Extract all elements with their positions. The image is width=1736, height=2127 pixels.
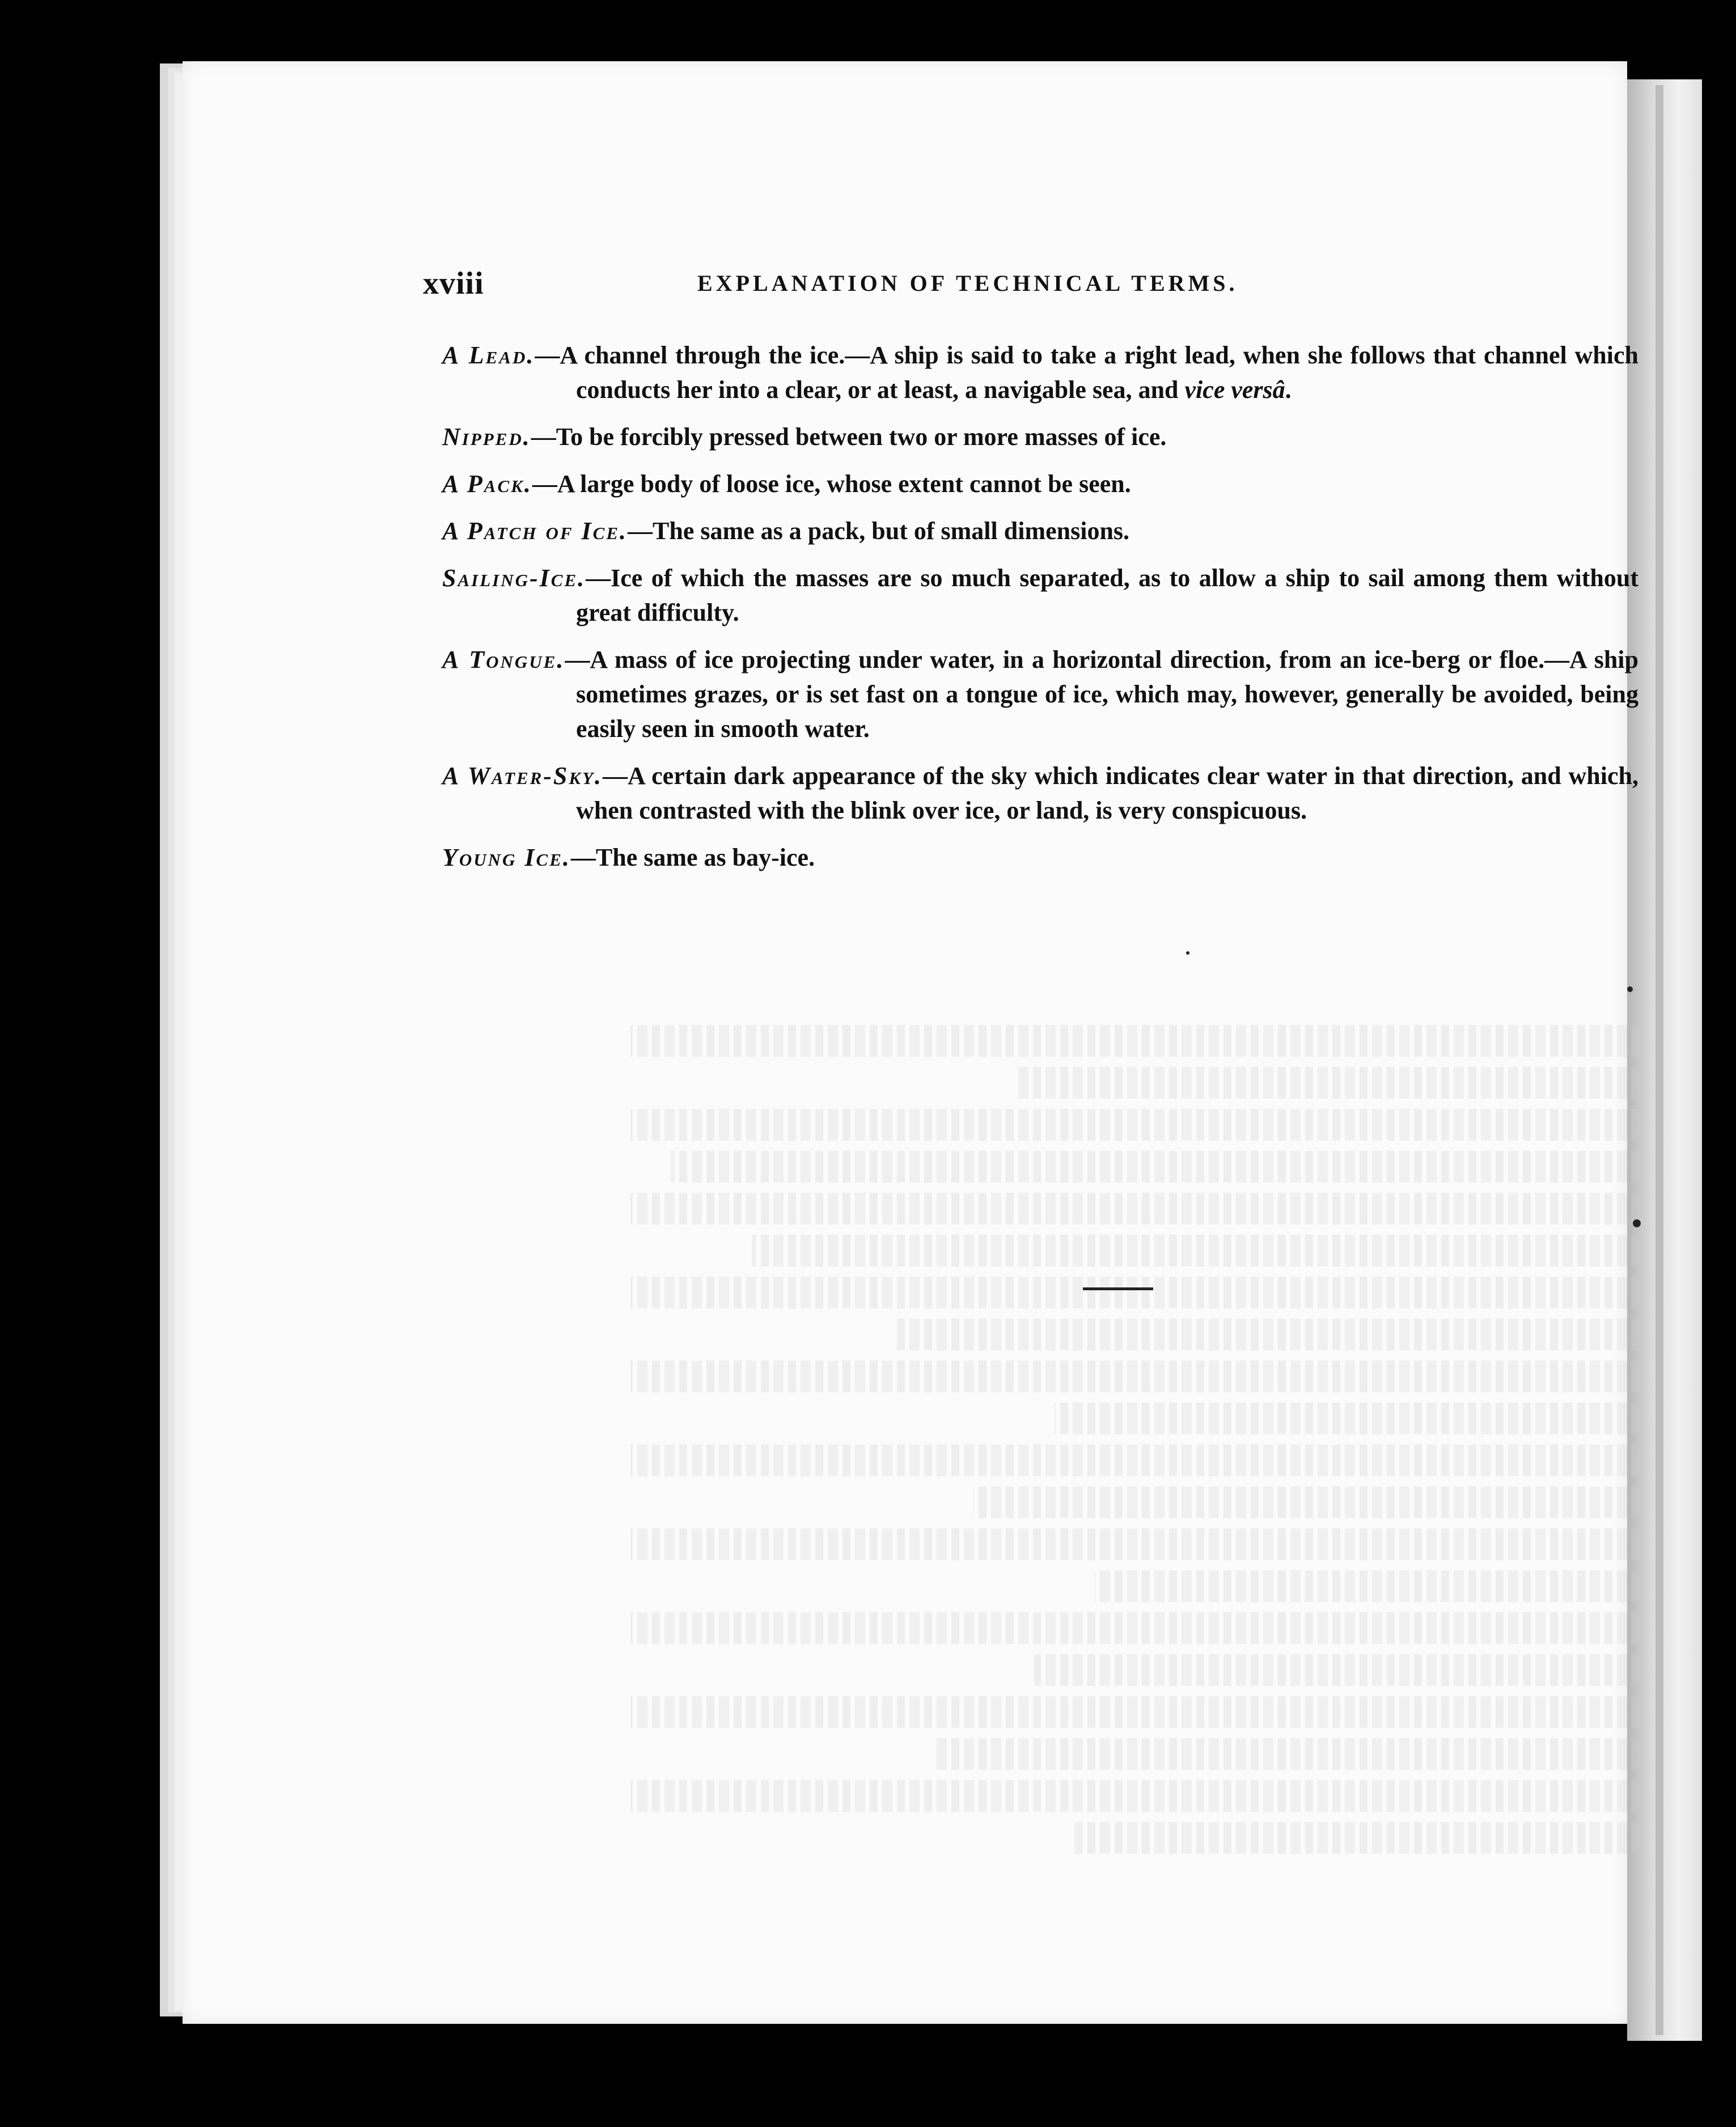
glossary-term: A Water-Sky.: [442, 762, 603, 790]
ink-speck: [1633, 1219, 1641, 1227]
glossary-entry: [442, 840, 1638, 875]
glossary-entry: [442, 514, 1638, 548]
glossary-definition-end: .: [1285, 376, 1292, 404]
ink-speck: [1186, 951, 1189, 955]
glossary-term: Sailing-Ice.: [442, 564, 586, 592]
glossary-term: Young Ice.: [442, 844, 571, 871]
glossary-definition: —To be forcibly pressed between two or more masses of ice.: [531, 423, 1167, 451]
glossary-term: A Tongue.: [442, 646, 565, 673]
glossary-term: A Pack.: [442, 470, 532, 498]
glossary-entry: [442, 759, 1638, 828]
glossary-entry: [442, 642, 1638, 746]
glossary-definition: —A certain dark appearance of the sky which indicates clear water in that direction, and which, when contrasted with the blink over ice, or land, is very conspicuous.: [576, 762, 1638, 824]
glossary-definition: —A large body of loose ice, whose extent cannot be seen.: [532, 470, 1131, 498]
ink-speck: [1627, 986, 1633, 992]
glossary-definition: —A channel through the ice.—A ship is said to take a right lead, when she follows that channel which conducts her into a clear, or at least, a navigable sea, and: [535, 341, 1638, 404]
page-header: [183, 265, 1627, 311]
bleed-through-text: [630, 1025, 1640, 1864]
adjacent-page-shadow: [1655, 85, 1663, 2035]
glossary-definition: —Ice of which the masses are so much separated, as to allow a ship to sail among them without great difficulty.: [576, 564, 1638, 626]
glossary-term: A Patch of Ice.: [442, 517, 628, 545]
glossary-term: A Lead.: [442, 341, 535, 369]
glossary-entries: [442, 338, 1638, 887]
glossary-term: Nipped.: [442, 423, 531, 451]
section-rule: [1083, 1287, 1153, 1290]
glossary-entry: [442, 561, 1638, 630]
glossary-definition: —The same as a pack, but of small dimensions.: [628, 517, 1130, 545]
glossary-definition: —The same as bay-ice.: [570, 844, 815, 871]
glossary-entry: [442, 420, 1638, 454]
glossary-definition-italic: vice versâ: [1184, 376, 1285, 404]
page-number: xviii: [423, 266, 484, 301]
book-page: [183, 61, 1639, 2024]
glossary-entry: [442, 338, 1638, 407]
glossary-entry: [442, 467, 1638, 501]
glossary-definition: —A mass of ice projecting under water, in a horizontal direction, from an ice-berg or floe.—A ship sometimes grazes, or is set fast on a tongue of ice, which may, however, generally be avoided, being easily seen in smooth water.: [565, 646, 1639, 743]
running-title: EXPLANATION OF TECHNICAL TERMS.: [697, 270, 1238, 296]
